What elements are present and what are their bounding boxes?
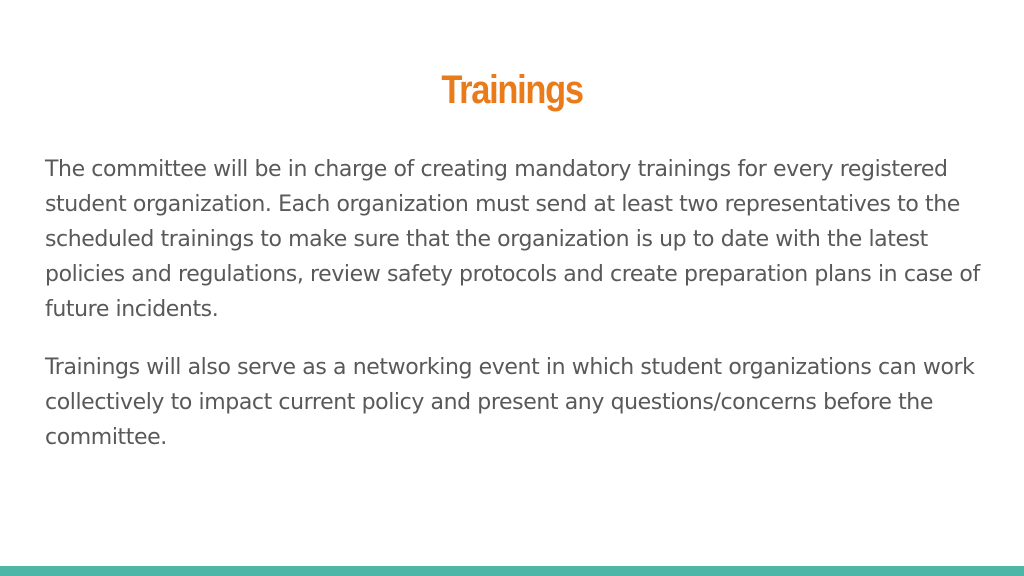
body-paragraph-2: Trainings will also serve as a networking event in which student organizations can work collectively to impact current policy and present any questions/concerns before the committee.	[45, 355, 975, 450]
body-paragraph-1: The committee will be in charge of creating mandatory trainings for every registered student organization. Each organization must send at least two representatives to the scheduled trainings to make sure that the organization is up to date with the latest policies and regulations, review safety protocols and create preparation plans in case of future incidents.	[45, 157, 980, 322]
slide-title: Trainings	[441, 68, 583, 112]
slide-body	[45, 152, 985, 455]
bottom-accent-bar	[0, 566, 1024, 576]
